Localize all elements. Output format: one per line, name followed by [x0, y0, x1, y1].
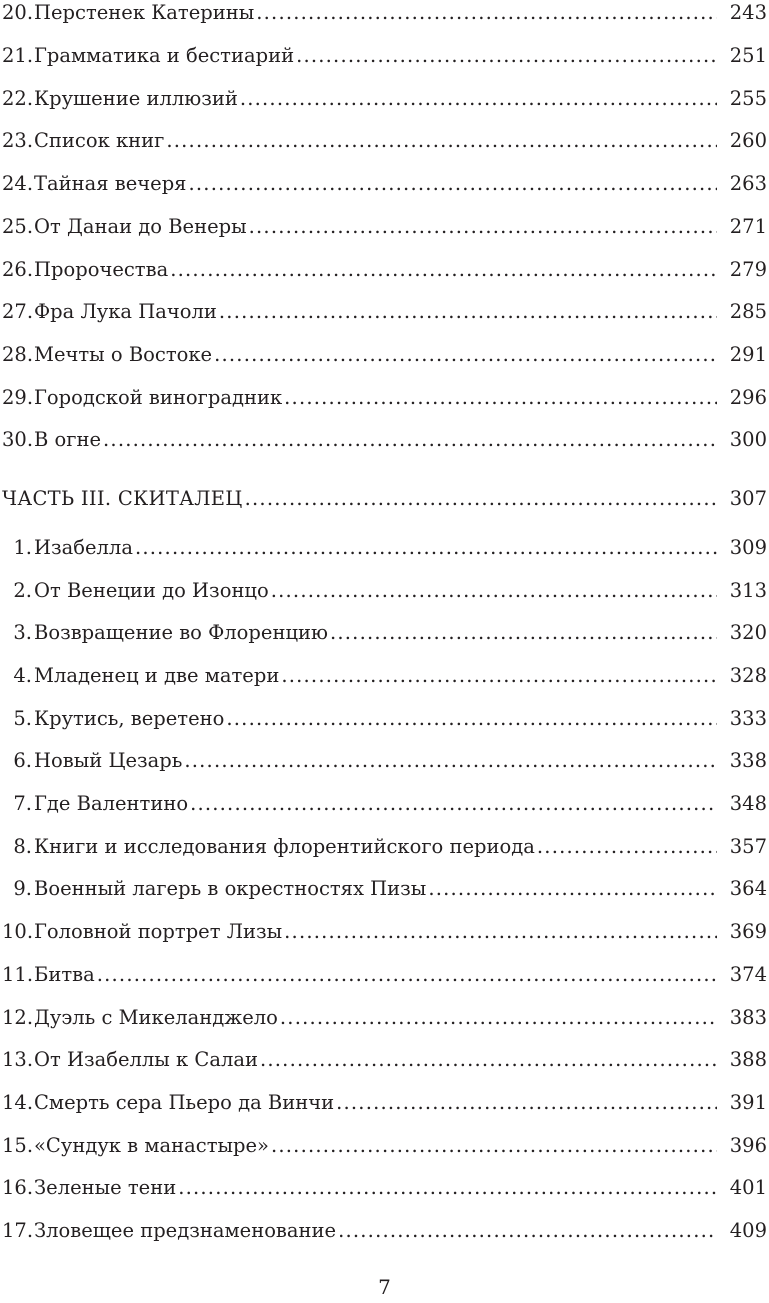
page-number: 285 — [729, 300, 767, 323]
dot-leader — [219, 297, 717, 327]
page-number: 357 — [729, 835, 767, 858]
chapter-title: От Данаи до Венеры — [34, 215, 247, 238]
page-number: 388 — [729, 1048, 767, 1071]
toc-entry — [2, 618, 767, 648]
page-number: 374 — [729, 963, 767, 986]
dot-leader — [190, 789, 717, 819]
chapter-number: 13. — [2, 1048, 34, 1071]
page-number: 291 — [729, 343, 767, 366]
page-number: 243 — [729, 1, 767, 24]
chapter-number: 22. — [2, 87, 34, 110]
toc-entry — [2, 1173, 767, 1203]
chapter-title: Зловещее предзнаменование — [34, 1219, 337, 1242]
chapter-number: 10. — [2, 920, 34, 943]
chapter-title: В огне — [34, 428, 102, 451]
chapter-number: 16. — [2, 1176, 34, 1199]
toc-entry — [2, 126, 767, 156]
page-number: 320 — [729, 621, 767, 644]
page-number: 328 — [729, 664, 767, 687]
toc-entry — [2, 746, 767, 776]
chapter-number: 8. — [13, 835, 32, 858]
part-title: ЧАСТЬ III. СКИТАЛЕЦ — [2, 487, 243, 510]
chapter-number: 1. — [13, 536, 32, 559]
dot-leader — [103, 425, 717, 455]
chapter-title: От Венеции до Изонцо — [34, 579, 269, 602]
chapter-title: Тайная вечеря — [34, 172, 187, 195]
dot-leader — [184, 746, 717, 776]
chapter-title: Младенец и две матери — [34, 664, 280, 687]
page-number: 401 — [729, 1176, 767, 1199]
dot-leader — [170, 255, 717, 285]
toc-entry — [2, 533, 767, 563]
chapter-title: Головной портрет Лизы — [34, 920, 283, 943]
chapter-number: 9. — [13, 877, 32, 900]
chapter-title: Военный лагерь в окрестностях Пизы — [34, 877, 427, 900]
dot-leader — [271, 1131, 717, 1161]
toc-entry — [2, 255, 767, 285]
dot-leader — [189, 169, 718, 199]
chapter-title: Книги и исследования флорентийского периода — [34, 835, 535, 858]
chapter-title: Зеленые тени — [34, 1176, 177, 1199]
page-number: 383 — [729, 1006, 767, 1029]
toc-entry — [2, 84, 767, 114]
toc-entry — [2, 169, 767, 199]
chapter-number: 20. — [2, 1, 34, 24]
chapter-number: 5. — [13, 707, 32, 730]
toc-entry — [2, 1045, 767, 1075]
chapter-title: Новый Цезарь — [34, 749, 183, 772]
page-number: 348 — [729, 792, 767, 815]
dot-leader — [240, 84, 717, 114]
chapter-title: Дуэль с Микеланджело — [34, 1006, 278, 1029]
dot-leader — [178, 1173, 717, 1203]
toc-entry — [2, 0, 767, 28]
toc-entry — [2, 340, 767, 370]
dot-leader — [281, 661, 717, 691]
page-number: 391 — [729, 1091, 767, 1114]
toc-entry — [2, 832, 767, 862]
chapter-title: Крушение иллюзий — [34, 87, 238, 110]
page-number: 263 — [729, 172, 767, 195]
chapter-title: Грамматика и бестиарий — [34, 44, 295, 67]
toc-entry — [2, 1216, 767, 1246]
chapter-number: 7. — [13, 792, 32, 815]
chapter-title: Возвращение во Флоренцию — [34, 621, 328, 644]
dot-leader — [135, 533, 717, 563]
dot-leader — [537, 832, 717, 862]
chapter-number: 28. — [2, 343, 34, 366]
dot-leader — [280, 1003, 717, 1033]
page-number: 271 — [729, 215, 767, 238]
chapter-number: 29. — [2, 386, 34, 409]
chapter-number: 21. — [2, 44, 34, 67]
chapter-title: Пророчества — [34, 258, 169, 281]
chapter-number: 11. — [2, 963, 34, 986]
chapter-number: 6. — [13, 749, 32, 772]
chapter-number: 27. — [2, 300, 34, 323]
dot-leader — [260, 1045, 717, 1075]
page-number: 309 — [729, 536, 767, 559]
chapter-number: 17. — [2, 1219, 34, 1242]
dot-leader — [271, 576, 717, 606]
toc-entry — [2, 425, 767, 455]
chapter-title: От Изабеллы к Салаи — [34, 1048, 258, 1071]
page-number: 279 — [729, 258, 767, 281]
chapter-title: Крутись, веретено — [34, 707, 225, 730]
dot-leader — [330, 618, 717, 648]
toc-entry — [2, 1088, 767, 1118]
chapter-title: Изабелла — [34, 536, 133, 559]
page-folio: 7 — [378, 1275, 391, 1299]
toc-entry — [2, 576, 767, 606]
chapter-number: 23. — [2, 129, 34, 152]
dot-leader — [245, 484, 717, 514]
dot-leader — [338, 1216, 717, 1246]
dot-leader — [256, 0, 717, 28]
dot-leader — [296, 41, 717, 71]
toc-entry — [2, 383, 767, 413]
page-number: 333 — [729, 707, 767, 730]
toc-entry — [2, 704, 767, 734]
part-heading — [2, 484, 767, 514]
toc-entry — [2, 789, 767, 819]
dot-leader — [284, 917, 717, 947]
toc-entry — [2, 874, 767, 904]
page-number: 296 — [729, 386, 767, 409]
dot-leader — [214, 340, 717, 370]
chapter-title: Где Валентино — [34, 792, 189, 815]
dot-leader — [284, 383, 717, 413]
toc-entry — [2, 297, 767, 327]
page-number: 369 — [729, 920, 767, 943]
chapter-title: Перстенек Катерины — [34, 1, 255, 24]
dot-leader — [97, 960, 717, 990]
chapter-number: 3. — [13, 621, 32, 644]
chapter-title: Городской виноградник — [34, 386, 283, 409]
page-number: 364 — [729, 877, 767, 900]
chapter-number: 24. — [2, 172, 34, 195]
chapter-title: Фра Лука Пачоли — [34, 300, 217, 323]
page-number: 396 — [729, 1134, 767, 1157]
toc-entry — [2, 1131, 767, 1161]
page-number: 255 — [729, 87, 767, 110]
chapter-title: Битва — [34, 963, 95, 986]
dot-leader — [336, 1088, 717, 1118]
page-number: 313 — [729, 579, 767, 602]
chapter-title: Список книг — [34, 129, 165, 152]
toc-entry — [2, 661, 767, 691]
chapter-number: 30. — [2, 428, 34, 451]
dot-leader — [166, 126, 717, 156]
chapter-number: 2. — [13, 579, 32, 602]
page-number: 260 — [729, 129, 767, 152]
chapter-number: 26. — [2, 258, 34, 281]
chapter-number: 15. — [2, 1134, 34, 1157]
chapter-title: «Сундук в манастыре» — [34, 1134, 269, 1157]
chapter-number: 12. — [2, 1006, 34, 1029]
dot-leader — [226, 704, 717, 734]
toc-entry — [2, 41, 767, 71]
page-number: 300 — [729, 428, 767, 451]
chapter-number: 4. — [13, 664, 32, 687]
toc-entry — [2, 212, 767, 242]
page-number: 338 — [729, 749, 767, 772]
chapter-title: Мечты о Востоке — [34, 343, 213, 366]
page-number: 307 — [729, 487, 767, 510]
chapter-number: 14. — [2, 1091, 34, 1114]
toc-entry — [2, 1003, 767, 1033]
dot-leader — [428, 874, 717, 904]
chapter-number: 25. — [2, 215, 34, 238]
toc-entry — [2, 917, 767, 947]
page-number: 251 — [729, 44, 767, 67]
chapter-title: Смерть сера Пьеро да Винчи — [34, 1091, 335, 1114]
toc-entry — [2, 960, 767, 990]
page-number: 409 — [729, 1219, 767, 1242]
dot-leader — [249, 212, 717, 242]
